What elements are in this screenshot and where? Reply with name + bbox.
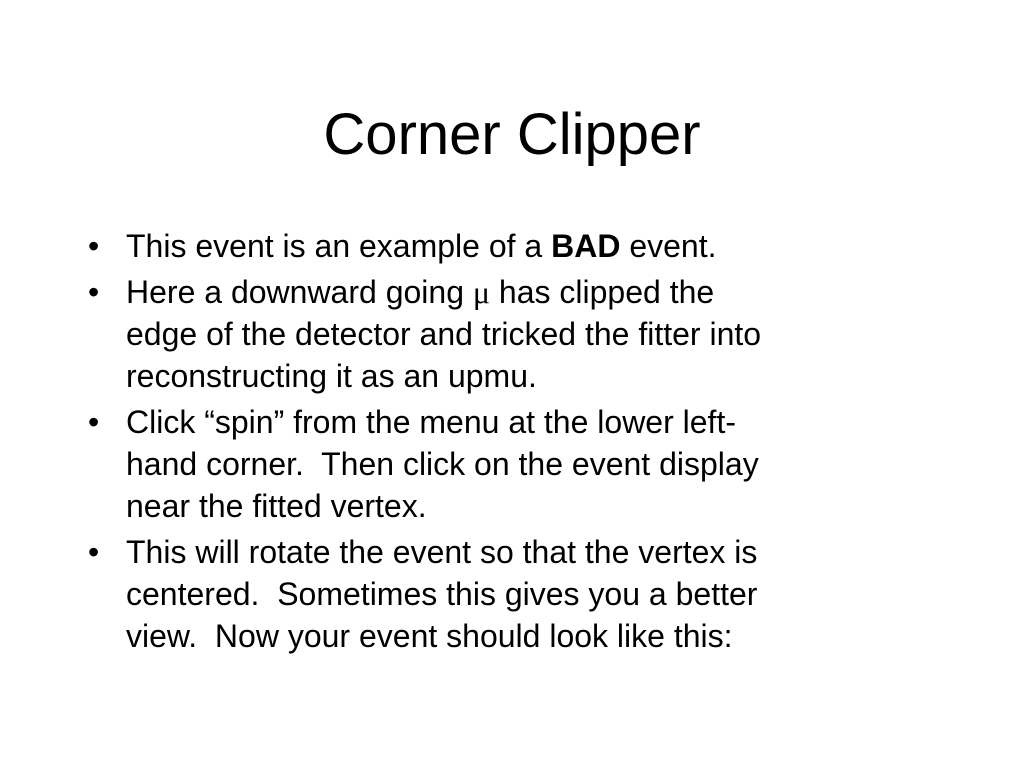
bullet-1-text-a: This event is an example of a [126,228,552,264]
bullet-item-2 [88,271,948,397]
bullet-dot: • [88,228,100,264]
bullet-3-line-2: hand corner. Then click on the event display [126,446,759,482]
bullet-2-line-2: edge of the detector and tricked the fitter into [126,316,762,352]
bullet-dot: • [88,274,100,310]
bullet-list [88,225,948,661]
bullet-item-4 [88,531,948,657]
bullet-item-3 [88,401,948,527]
bullet-dot: • [88,404,100,440]
mu-symbol: μ [472,274,491,310]
bullet-3-line-3: near the fitted vertex. [126,488,427,524]
bullet-4-line-1: This will rotate the event so that the vertex is [126,534,758,570]
bullet-2-line-3: reconstructing it as an upmu. [126,358,537,394]
bullet-item-1 [88,225,948,267]
bullet-1-bold-word: BAD [551,228,621,264]
bullet-2-line-1 [126,271,948,313]
bullet-dot: • [88,534,100,570]
bullet-4-line-2: centered. Sometimes this gives you a better [126,576,758,612]
bullet-3-line-1: Click “spin” from the menu at the lower left- [126,404,736,440]
bullet-4-line-3: view. Now your event should look like this: [126,618,733,654]
bullet-1-line-1 [126,225,948,267]
bullet-1-text-b: event. [620,228,717,264]
bullet-2-text-a: Here a downward going [126,274,473,310]
bullet-2-text-b: has clipped the [490,274,715,310]
slide-title: Corner Clipper [323,102,701,167]
